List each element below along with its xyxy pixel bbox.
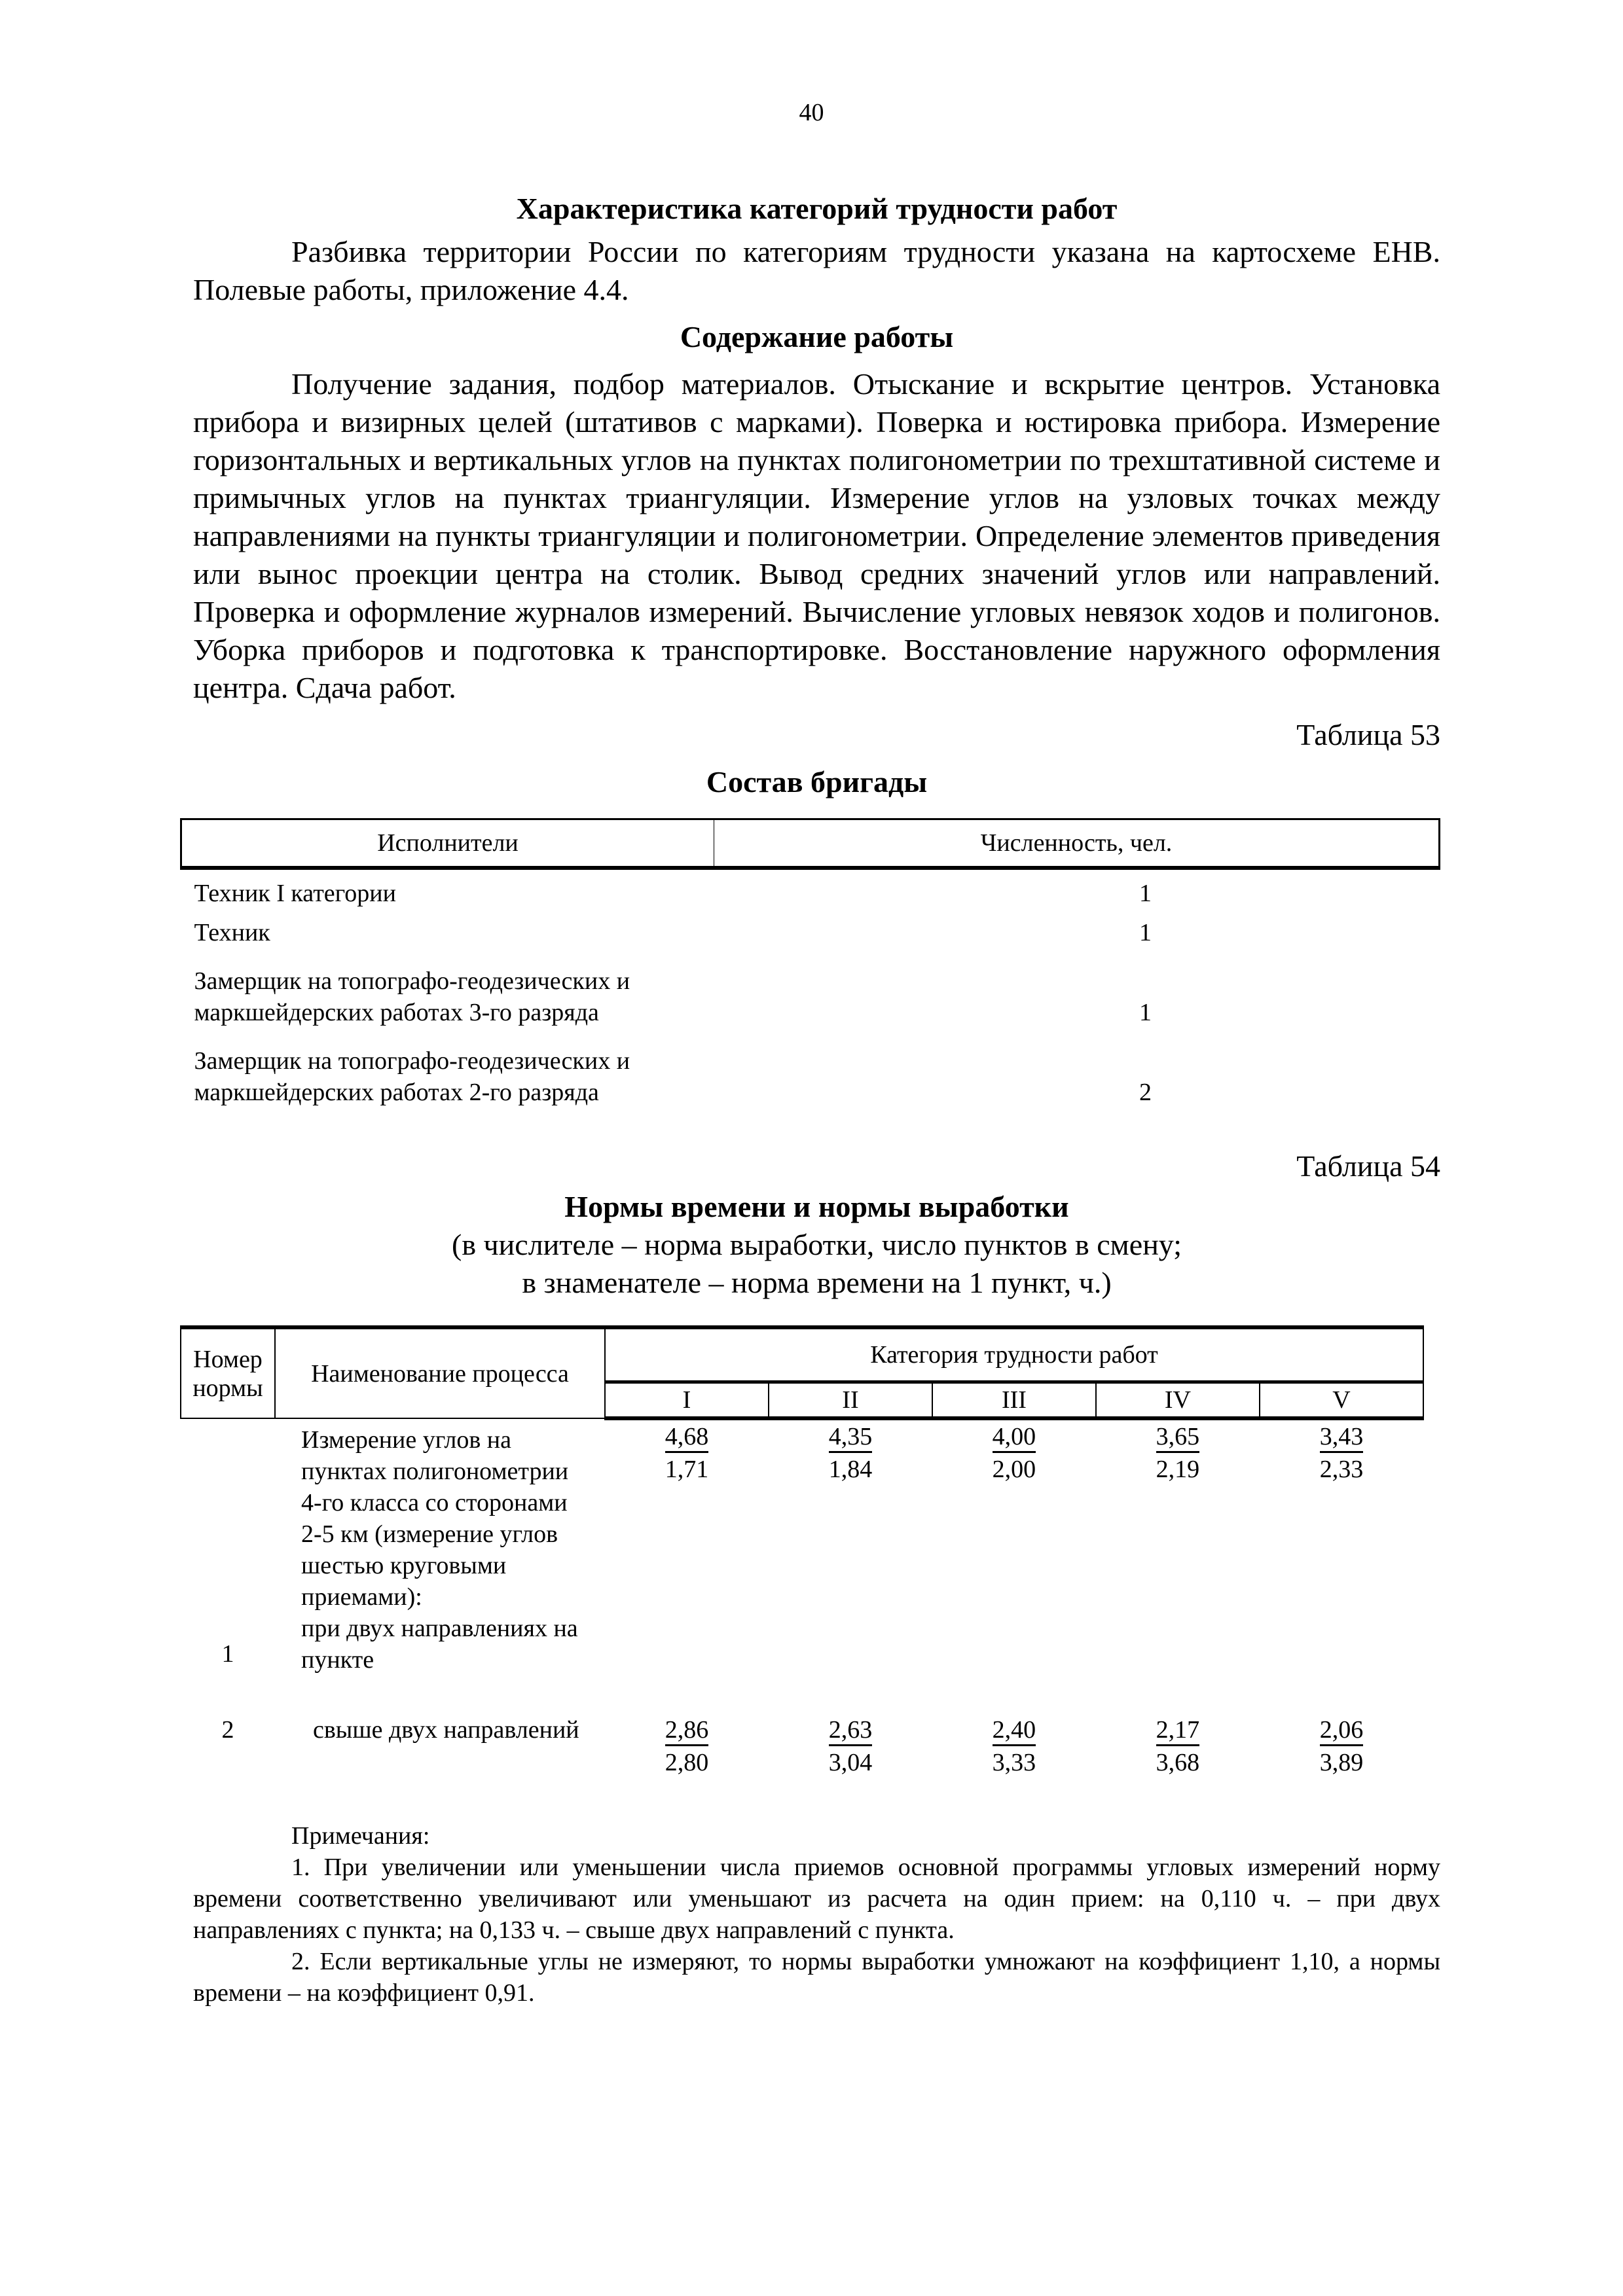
table-row (181, 909, 1440, 948)
table54-subtitle-line1: (в числителе – норма выработки, число пунктов в смену; (452, 1228, 1182, 1261)
denominator: 3,04 (828, 1749, 873, 1776)
header-count: Численность, чел. (714, 819, 1440, 869)
role-cell (181, 1028, 714, 1108)
value-cell (932, 1418, 1096, 1708)
denominator: 2,80 (665, 1749, 709, 1776)
header-process-name: Наименование процесса (275, 1327, 605, 1418)
table-row (181, 1708, 1423, 1780)
denominator: 3,89 (1319, 1749, 1364, 1776)
table-row (181, 868, 1440, 909)
table54-title: Нормы времени и нормы выработки (564, 1190, 1069, 1223)
table53-label: Таблица 53 (1296, 718, 1440, 751)
notes-heading: Примечания: (291, 1822, 430, 1850)
value-cell (932, 1708, 1096, 1780)
role-line: Замерщик на топографо-геодезических и (194, 967, 630, 995)
denominator: 2,19 (1156, 1456, 1200, 1483)
table53-title: Состав бригады (706, 765, 928, 798)
header-category-3: III (932, 1382, 1096, 1419)
numerator: 2,63 (829, 1715, 873, 1746)
table-row (181, 1418, 1423, 1708)
header-norm-number (181, 1327, 275, 1418)
header-text: Номер (193, 1345, 263, 1373)
process-name-cell (275, 1418, 605, 1708)
notes-section (193, 1820, 1440, 2009)
numerator: 2,86 (665, 1715, 709, 1746)
value-cell (1260, 1418, 1423, 1708)
value-cell (1260, 1708, 1423, 1780)
group-description-line: 4-го класса со сторонами (301, 1489, 568, 1516)
value-cell (1096, 1708, 1260, 1780)
value-cell (605, 1418, 769, 1708)
value-cell (1096, 1418, 1260, 1708)
group-description-line: шестью круговыми (301, 1552, 507, 1579)
denominator: 2,00 (992, 1456, 1036, 1483)
numerator: 4,00 (993, 1422, 1036, 1453)
section-text: Разбивка территории России по категориям трудности указана на картосхеме ЕНВ. Полевые работы, приложение 4.4. (193, 235, 1440, 306)
denominator: 1,71 (665, 1456, 709, 1483)
numerator: 3,65 (1156, 1422, 1200, 1453)
numerator: 2,40 (993, 1715, 1036, 1746)
section-title: Характеристика категорий трудности работ (516, 192, 1118, 225)
process-name-line: при двух направлениях на (301, 1615, 578, 1642)
role-cell: Техник I категории (194, 880, 396, 907)
count-cell: 1 (1139, 880, 1152, 907)
process-name-line: пункте (301, 1646, 374, 1674)
brigade-table (180, 818, 1440, 1108)
norms-table (180, 1325, 1424, 1780)
norm-number-cell: 2 (221, 1716, 234, 1744)
role-line: маркшейдерских работах 2-го разряда (194, 1079, 599, 1106)
table54-subtitle-line2: в знаменателе – норма времени на 1 пункт, ч.) (522, 1266, 1112, 1299)
header-category-1: I (605, 1382, 769, 1419)
value-cell (605, 1708, 769, 1780)
table-row (181, 1028, 1440, 1108)
role-cell: Техник (194, 919, 270, 946)
role-cell (181, 948, 714, 1028)
group-description-line: приемами): (301, 1583, 422, 1611)
norm-number-cell: 1 (221, 1640, 234, 1668)
table-header-row (181, 819, 1440, 869)
value-cell (769, 1418, 932, 1708)
content-title: Содержание работы (680, 320, 954, 353)
numerator: 2,06 (1320, 1715, 1364, 1746)
group-description-line: 2-5 км (измерение углов (301, 1520, 558, 1548)
value-cell (769, 1708, 932, 1780)
numerator: 3,43 (1320, 1422, 1364, 1453)
process-name-cell: свыше двух направлений (313, 1716, 579, 1744)
header-category-group: Категория трудности работ (605, 1327, 1423, 1382)
count-cell: 1 (1139, 919, 1152, 946)
role-line: Замерщик на топографо-геодезических и (194, 1047, 630, 1075)
content-text: Получение задания, подбор материалов. Отыскание и вскрытие центров. Установка прибора и визирных целей (штативов с марками). Поверка и юстировка прибора. Измерение горизонтальных и вертикальных углов на пунктах полигонометрии по трехштативной системе и примычных углов на пунктах триангуляции. Измерение углов на узловых точках между направлениями на пункты триангуляции и полигонометрии. Определение элементов приведения или вынос проекции центра на столик. Вывод средних значений углов или направлений. Проверка и оформление журналов измерений. Вычисление угловых невязок ходов и полигонов. Уборка приборов и подготовка к транспортировке. Восстановление наружного оформления центра. Сдача работ. (193, 367, 1440, 704)
header-category-2: II (769, 1382, 932, 1419)
page-content (193, 190, 1440, 2009)
table-row (181, 948, 1440, 1028)
group-description-line: пунктах полигонометрии (301, 1458, 569, 1485)
table54-label: Таблица 54 (1296, 1149, 1440, 1183)
denominator: 3,33 (992, 1749, 1036, 1776)
denominator: 1,84 (828, 1456, 873, 1483)
denominator: 2,33 (1319, 1456, 1364, 1483)
note-item: 1. При увеличении или уменьшении числа приемов основной программы угловых измерений норму времени соответственно увеличивают или уменьшают из расчета на один прием: на 0,110 ч. – при двух направлениях с пункта; на 0,133 ч. – свыше двух направлений с пункта. (193, 1854, 1440, 1944)
denominator: 3,68 (1156, 1749, 1200, 1776)
numerator: 4,68 (665, 1422, 709, 1453)
header-text: нормы (192, 1374, 263, 1402)
note-item: 2. Если вертикальные углы не измеряют, то нормы выработки умножают на коэффициент 1,10, а нормы времени – на коэффициент 0,91. (193, 1948, 1440, 2007)
count-cell: 2 (1139, 1079, 1152, 1106)
page-number: 40 (799, 99, 824, 126)
numerator: 4,35 (829, 1422, 873, 1453)
count-cell: 1 (1139, 999, 1152, 1026)
header-category-4: IV (1096, 1382, 1260, 1419)
table-header-row (181, 1327, 1423, 1382)
header-performers: Исполнители (181, 819, 714, 869)
header-category-5: V (1260, 1382, 1423, 1419)
role-line: маркшейдерских работах 3-го разряда (194, 999, 599, 1026)
group-description-line: Измерение углов на (301, 1426, 511, 1454)
numerator: 2,17 (1156, 1715, 1200, 1746)
